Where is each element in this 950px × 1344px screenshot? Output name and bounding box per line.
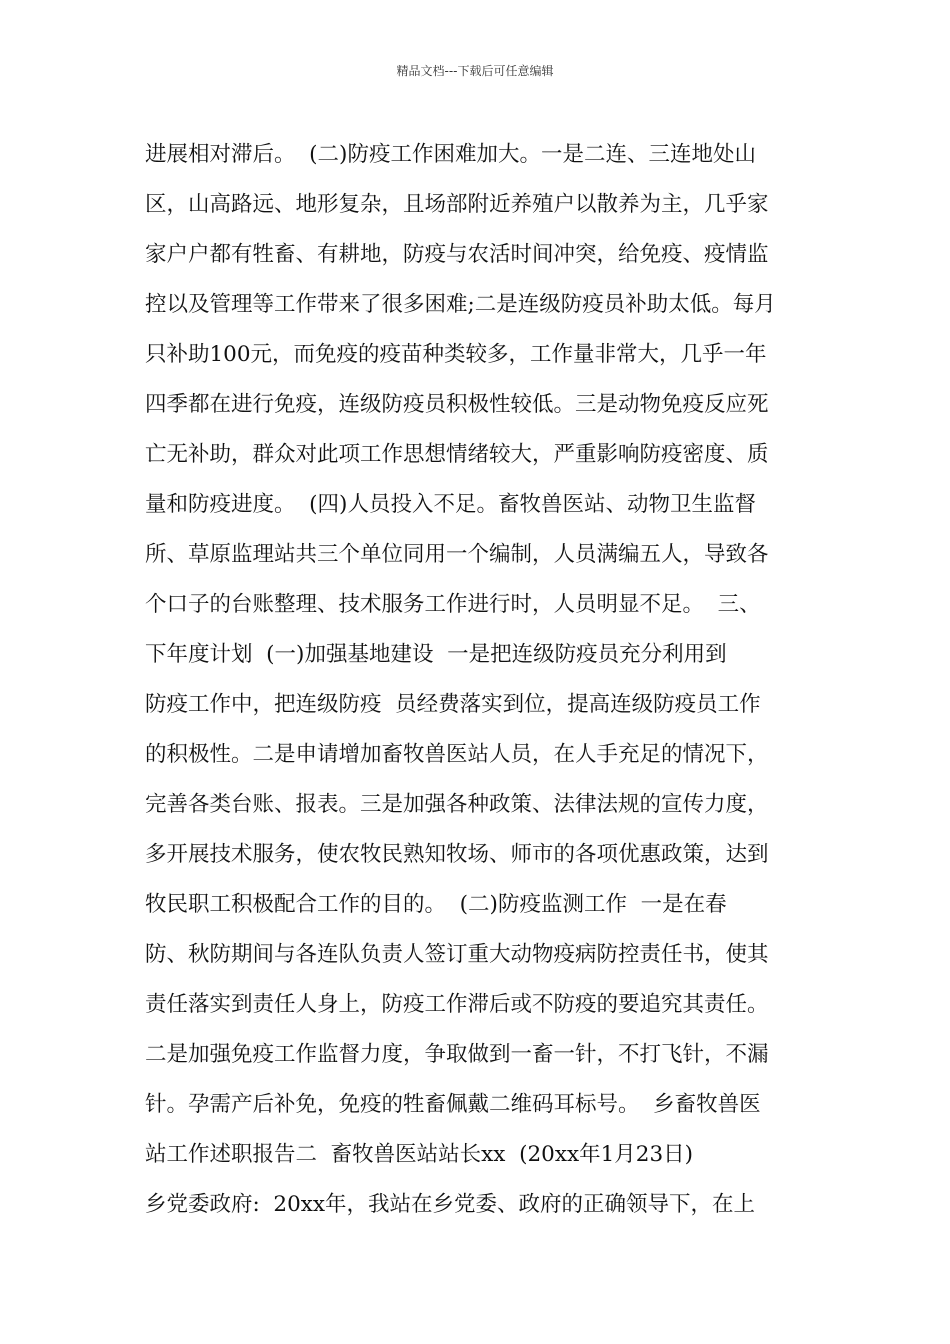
page-header: 精品文档---下载后可任意编辑	[396, 64, 554, 78]
text-line: 区，山高路远、地形复杂，且场部附近养殖户以散养为主，几乎家	[145, 192, 769, 217]
text-line: 亡无补助，群众对此项工作思想情绪较大，严重影响防疫密度、质	[145, 442, 769, 467]
text-line: 所、草原监理站共三个单位同用一个编制，人员满编五人，导致各	[145, 542, 769, 567]
text-line: 防疫工作中，把连级防疫 员经费落实到位，提高连级防疫员工作	[145, 692, 761, 717]
text-line: 牧民职工积极配合工作的目的。 (二)防疫监测工作 一是在春	[145, 892, 727, 917]
text-line: 四季都在进行免疫，连级防疫员积极性较低。三是动物免疫反应死	[145, 392, 769, 417]
text-line: 量和防疫进度。 (四)人员投入不足。畜牧兽医站、动物卫生监督	[145, 492, 756, 517]
text-line: 责任落实到责任人身上，防疫工作滞后或不防疫的要追究其责任。	[145, 992, 769, 1017]
text-line: 完善各类台账、报表。三是加强各种政策、法律法规的宣传力度，	[145, 792, 769, 817]
text-line: 多开展技术服务，使农牧民熟知牧场、师市的各项优惠政策，达到	[145, 842, 769, 867]
text-line: 二是加强免疫工作监督力度，争取做到一畜一针，不打飞针，不漏	[145, 1042, 769, 1067]
text-line: 防、秋防期间与各连队负责人签订重大动物疫病防控责任书，使其	[145, 942, 769, 967]
text-line: 乡党委政府: 20xx年，我站在乡党委、政府的正确领导下，在上	[145, 1192, 756, 1217]
document-body	[145, 130, 805, 1230]
text-line: 的积极性。二是申请增加畜牧兽医站人员，在人手充足的情况下，	[145, 742, 769, 767]
text-line: 个口子的台账整理、技术服务工作进行时，人员明显不足。 三、	[145, 592, 761, 617]
text-line: 家户户都有牲畜、有耕地，防疫与农活时间冲突，给免疫、疫情监	[145, 242, 769, 267]
text-line: 只补助100元，而免疫的疫苗种类较多，工作量非常大，几乎一年	[145, 342, 767, 367]
text-line: 针。孕需产后补免，免疫的牲畜佩戴二维码耳标号。 乡畜牧兽医	[145, 1092, 761, 1117]
text-line: 控以及管理等工作带来了很多困难;二是连级防疫员补助太低。每月	[145, 292, 776, 317]
text-line: 站工作述职报告二 畜牧兽医站站长xx (20xx年1月23日)	[145, 1142, 694, 1167]
text-line: 下年度计划 (一)加强基地建设 一是把连级防疫员充分利用到	[145, 642, 727, 667]
text-line: 进展相对滞后。 (二)防疫工作困难加大。一是二连、三连地处山	[145, 142, 756, 167]
